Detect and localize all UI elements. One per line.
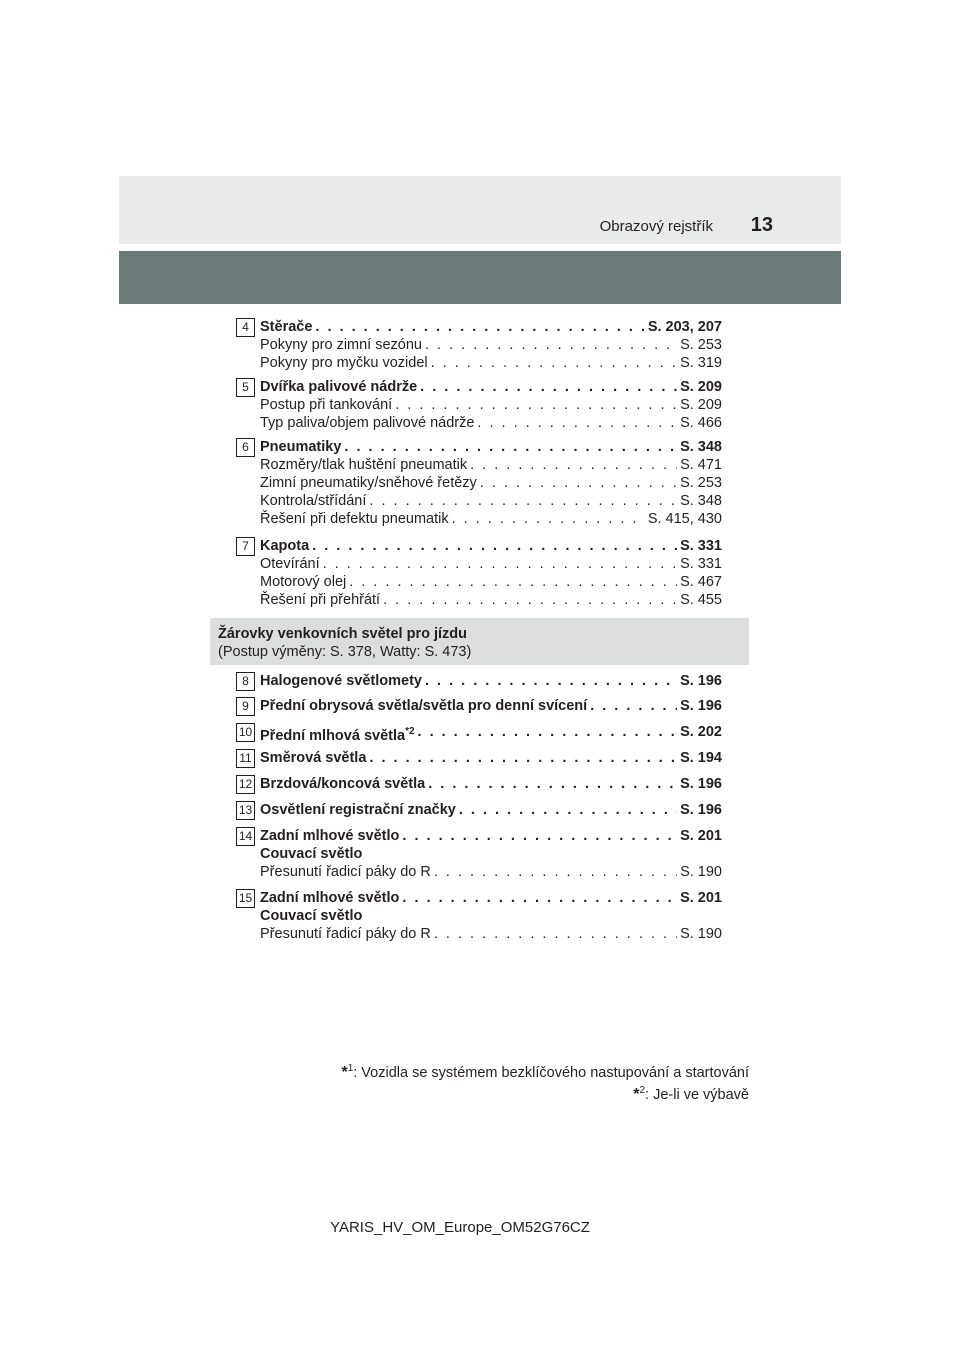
leader-dots: [395, 396, 677, 414]
leader-dots: [315, 318, 644, 336]
leader-dots: [369, 749, 677, 767]
page-reference[interactable]: S. 209: [680, 379, 722, 395]
entry-label: Pokyny pro zimní sezónu: [260, 337, 422, 353]
entry-label: Postup při tankování: [260, 397, 393, 413]
entry-label: Couvací světlo: [260, 846, 363, 862]
leader-dots: [428, 775, 677, 793]
index-entry: [236, 318, 722, 372]
index-line: [260, 801, 722, 819]
leader-dots: [470, 456, 677, 474]
leader-dots: [402, 827, 677, 845]
page-reference[interactable]: S. 319: [680, 355, 722, 371]
page-reference[interactable]: S. 196: [680, 802, 722, 818]
footnote-1: *$^1$: Vozidla se systémem bezklíčového nastupování a startování: [341, 1063, 749, 1081]
entry-label: Stěrače: [260, 319, 313, 335]
index-line: [260, 925, 722, 943]
page-reference[interactable]: [365, 845, 368, 863]
index-entry: [236, 775, 722, 793]
index-line: [260, 889, 722, 907]
leader-dots: [420, 378, 677, 396]
leader-dots: [477, 414, 677, 432]
index-line: [260, 672, 722, 690]
entry-label: Otevírání: [260, 556, 320, 572]
entry-label: Přední mlhová světla$^{*2}$: [260, 726, 415, 741]
index-line: [260, 907, 722, 925]
footnotes: [341, 1060, 749, 1104]
page-reference[interactable]: S. 471: [680, 457, 722, 473]
item-number-badge: 7: [236, 537, 255, 556]
index-line: [260, 438, 722, 456]
page-reference[interactable]: S. 196: [680, 698, 722, 714]
page-reference[interactable]: S. 209: [680, 397, 722, 413]
page-reference[interactable]: S. 194: [680, 750, 722, 766]
leader-dots: [425, 336, 677, 354]
document-id: YARIS_HV_OM_Europe_OM52G76CZ: [330, 1219, 590, 1236]
leader-dots: [312, 537, 677, 555]
page-reference[interactable]: S. 202: [680, 724, 722, 740]
page-reference[interactable]: S. 466: [680, 415, 722, 431]
page-header: [119, 176, 841, 244]
page-number: 13: [750, 214, 773, 236]
item-number-badge: 9: [236, 697, 255, 716]
entry-label: Brzdová/koncová světla: [260, 776, 426, 792]
page-reference[interactable]: S. 348: [680, 493, 722, 509]
index-line: [260, 591, 722, 609]
item-number-badge: 4: [236, 318, 255, 337]
index-line: [260, 378, 722, 396]
entry-label: Přední obrysová světla/světla pro denní svícení: [260, 698, 588, 714]
page-reference[interactable]: S. 253: [680, 337, 722, 353]
leader-dots: [402, 889, 677, 907]
item-number-badge: 10: [236, 723, 255, 742]
page-reference[interactable]: S. 203, 207: [647, 319, 722, 335]
index-line: [260, 510, 722, 528]
index-line: [260, 775, 722, 793]
page-reference[interactable]: S. 348: [680, 439, 722, 455]
entry-label: Směrová světla: [260, 750, 367, 766]
leader-dots: [590, 697, 677, 715]
index-entry: [236, 827, 722, 881]
page-reference[interactable]: S. 253: [680, 475, 722, 491]
entry-label: Osvětlení registrační značky: [260, 802, 456, 818]
page-reference[interactable]: S. 467: [680, 574, 722, 590]
item-number-badge: 14: [236, 827, 255, 846]
item-number-badge: 8: [236, 672, 255, 691]
page-reference[interactable]: S. 331: [680, 538, 722, 554]
index-entry: [236, 697, 722, 715]
page-reference[interactable]: S. 196: [680, 673, 722, 689]
index-entry: [236, 537, 722, 609]
item-number-badge: 12: [236, 775, 255, 794]
leader-dots: [431, 354, 677, 372]
leader-dots: [452, 510, 645, 528]
index-line: [260, 354, 722, 372]
entry-label: Rozměry/tlak huštění pneumatik: [260, 457, 468, 473]
page-reference[interactable]: S. 190: [680, 864, 722, 880]
index-line: [260, 697, 722, 715]
index-entry: [236, 378, 722, 432]
leader-dots: [349, 573, 677, 591]
leader-dots: [434, 925, 677, 943]
entry-label: Řešení při defektu pneumatik: [260, 511, 449, 527]
section-heading: [210, 618, 749, 665]
entry-label: Typ paliva/objem palivové nádrže: [260, 415, 475, 431]
header-band: [119, 251, 841, 304]
leader-dots: [459, 801, 677, 819]
entry-label: Přesunutí řadicí páky do R: [260, 864, 431, 880]
entry-label: Couvací světlo: [260, 908, 363, 924]
index-line: [260, 537, 722, 555]
index-line: [260, 749, 722, 767]
index-line: [260, 863, 722, 881]
page-reference[interactable]: S. 201: [680, 890, 722, 906]
leader-dots: [369, 492, 677, 510]
page-title: Obrazový rejstřík: [599, 218, 713, 235]
section-subtitle: (Postup výměny: S. 378, Watty: S. 473): [218, 644, 472, 660]
item-number-badge: 13: [236, 801, 255, 820]
page-reference[interactable]: S. 415, 430: [647, 511, 722, 527]
entry-label: Zadní mlhové světlo: [260, 890, 400, 906]
index-line: [260, 456, 722, 474]
index-entry: [236, 889, 722, 943]
entry-label: Halogenové světlomety: [260, 673, 422, 689]
index-line: [260, 414, 722, 432]
index-line: [260, 492, 722, 510]
leader-dots: [418, 723, 678, 741]
entry-label: Řešení při přehřátí: [260, 592, 381, 608]
entry-label: Kontrola/střídání: [260, 493, 367, 509]
entry-label: Pneumatiky: [260, 439, 342, 455]
index-line: [260, 845, 722, 863]
item-number-badge: 5: [236, 378, 255, 397]
index-entry: [236, 723, 722, 741]
leader-dots: [434, 863, 677, 881]
leader-dots: [383, 591, 677, 609]
item-number-badge: 6: [236, 438, 255, 457]
page-reference[interactable]: S. 331: [680, 556, 722, 572]
leader-dots: [480, 474, 677, 492]
footnote-2: *$^2$: Je-li ve výbavě: [633, 1084, 749, 1103]
page-reference[interactable]: S. 201: [680, 828, 722, 844]
leader-dots: [323, 555, 677, 573]
index-entry: [236, 801, 722, 819]
page-reference[interactable]: S. 190: [680, 926, 722, 942]
entry-label: Kapota: [260, 538, 310, 554]
leader-dots: [344, 438, 677, 456]
index-line: [260, 827, 722, 845]
index-entry: [236, 672, 722, 690]
entry-label: Přesunutí řadicí páky do R: [260, 926, 431, 942]
index-entry: [236, 438, 722, 528]
page-reference[interactable]: S. 455: [680, 592, 722, 608]
entry-label: Pokyny pro myčku vozidel: [260, 355, 428, 371]
index-line: [260, 555, 722, 573]
index-line: [260, 723, 722, 741]
index-line: [260, 474, 722, 492]
page-reference[interactable]: S. 196: [680, 776, 722, 792]
entry-label: Dvířka palivové nádrže: [260, 379, 418, 395]
index-entry: [236, 749, 722, 767]
item-number-badge: 11: [236, 749, 255, 768]
index-line: [260, 396, 722, 414]
section-title: Žárovky venkovních světel pro jízdu: [218, 626, 467, 642]
index-line: [260, 336, 722, 354]
index-line: [260, 573, 722, 591]
index-line: [260, 318, 722, 336]
entry-label: Motorový olej: [260, 574, 347, 590]
page-reference[interactable]: [365, 907, 368, 925]
leader-dots: [425, 672, 677, 690]
item-number-badge: 15: [236, 889, 255, 908]
entry-label: Zimní pneumatiky/sněhové řetězy: [260, 475, 477, 491]
entry-label: Zadní mlhové světlo: [260, 828, 400, 844]
